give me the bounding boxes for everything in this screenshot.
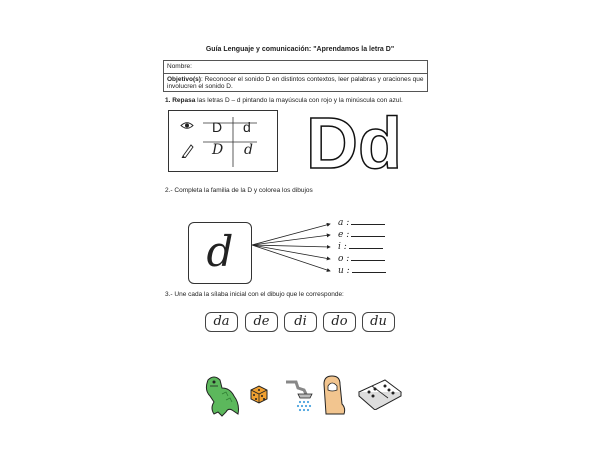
shower-icon[interactable]: [284, 378, 314, 414]
table-lower-d: d: [243, 119, 251, 135]
dice-icon[interactable]: [248, 383, 270, 405]
objective-label: Objetivo(s): [167, 76, 201, 83]
vowel-row-u: u :: [338, 266, 386, 276]
table-lower-d-cursive: d: [244, 142, 253, 158]
syllable-do[interactable]: do: [323, 312, 356, 332]
dinosaur-icon[interactable]: [200, 374, 242, 418]
card-letter-d: d: [206, 227, 234, 276]
family-arrows: [250, 215, 335, 280]
section1-instruction: [165, 97, 403, 104]
name-field[interactable]: [163, 60, 428, 74]
eye-icon: [180, 121, 194, 130]
section1-number: 1.: [165, 97, 171, 104]
section2-instruction: 2.- Completa la familia de la D y colorea los dibujos: [165, 187, 313, 194]
name-label: Nombre:: [167, 63, 192, 70]
section1-text: las letras D – d pintando la mayúscula con rojo y la minúscula con azul.: [195, 97, 403, 104]
table-upper-d-cursive: D: [212, 142, 224, 158]
vowel-row-e: e :: [338, 230, 385, 240]
page-title: Guía Lenguaje y comunicación: "Aprendamos la letra D": [205, 46, 395, 53]
big-outline-letters: Dd: [306, 104, 402, 184]
section3-instruction: 3.- Une cada la sílaba inicial con el dibujo que le corresponde:: [165, 291, 344, 298]
syllable-de[interactable]: de: [245, 312, 278, 332]
syllable-du[interactable]: du: [362, 312, 395, 332]
letter-card: [188, 222, 252, 284]
section1-bold-word: Repasa: [172, 97, 196, 104]
syllable-di[interactable]: di: [284, 312, 317, 332]
domino-icon[interactable]: [355, 378, 405, 410]
finger-icon[interactable]: [320, 374, 350, 416]
table-upper-d: D: [212, 119, 223, 135]
letter-table: [168, 110, 278, 172]
objective-box: [163, 74, 428, 92]
objective-text: : Reconocer el sonido D en distintos contextos, leer palabras y oraciones que involucren el sonido D.: [167, 76, 424, 90]
syllable-da[interactable]: da: [205, 312, 238, 332]
pencil-icon: [180, 142, 194, 158]
vowel-row-a: a :: [338, 218, 385, 228]
vowel-row-i: i :: [338, 242, 383, 252]
vowel-row-o: o :: [338, 254, 385, 264]
